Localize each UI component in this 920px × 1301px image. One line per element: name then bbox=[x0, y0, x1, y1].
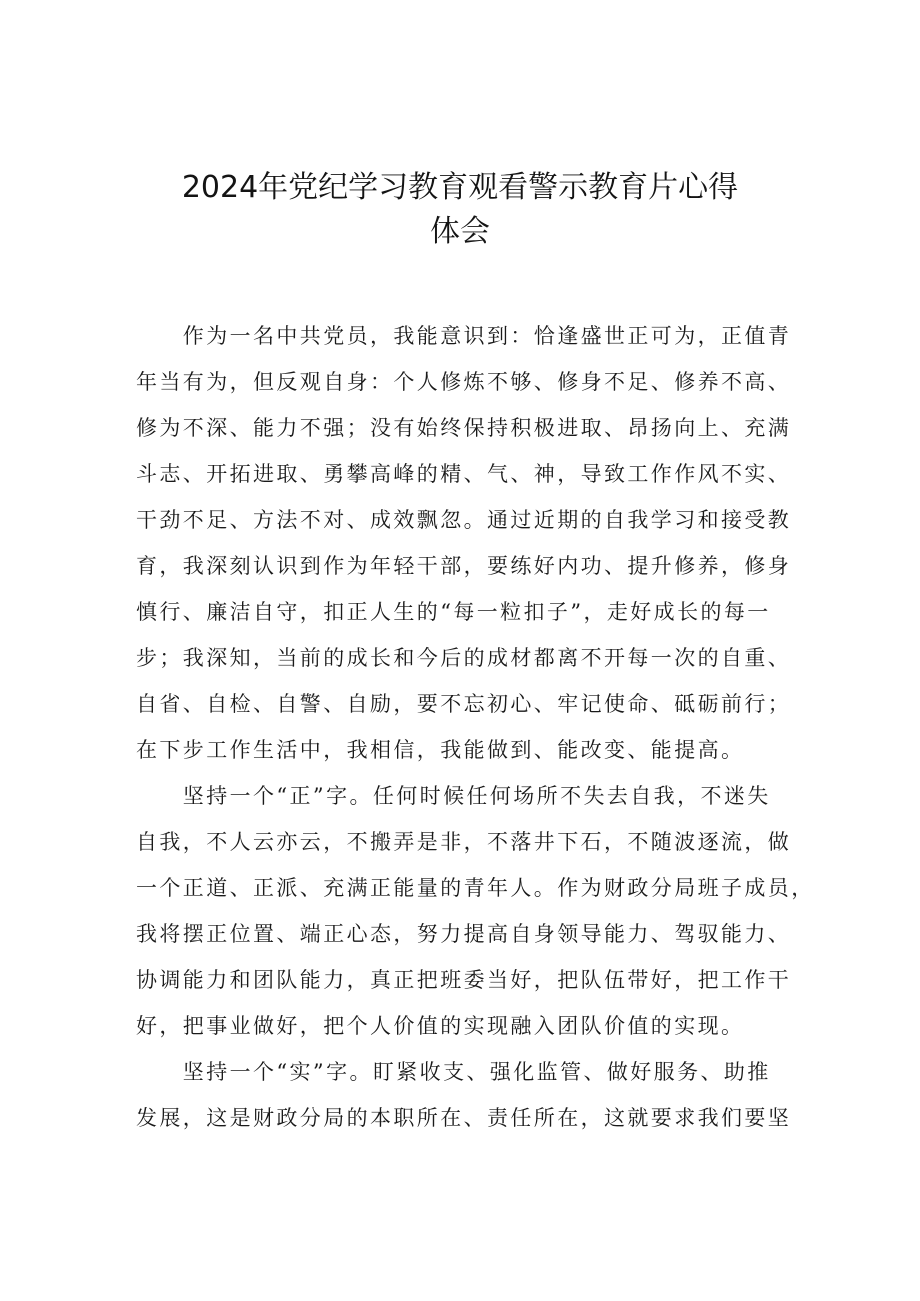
text-line: 发展，这是财政分局的本职所在、责任所在，这就要求我们要坚 bbox=[136, 1106, 792, 1130]
text-line: 步；我深知，当前的成长和今后的成材都离不开每一次的自重、 bbox=[136, 646, 792, 670]
text-line: 斗志、开拓进取、勇攀高峰的精、气、神，导致工作作风不实、 bbox=[136, 462, 792, 486]
text-line: 我将摆正位置、端正心态，努力提高自身领导能力、驾驭能力、 bbox=[136, 922, 792, 946]
title-line: 体会 bbox=[430, 214, 490, 249]
paragraph-2 bbox=[136, 773, 815, 1049]
text-line: 好，把事业做好，把个人价值的实现融入团队价值的实现。 bbox=[136, 1014, 745, 1038]
text-line: 慎行、廉洁自守，扣正人生的“每一粒扣子”，走好成长的每一 bbox=[136, 600, 771, 624]
text-line: 修为不深、能力不强；没有始终保持积极进取、昂扬向上、充满 bbox=[136, 416, 792, 440]
text-line: 自省、自检、自警、自励，要不忘初心、牢记使命、砥砺前行； bbox=[136, 692, 792, 716]
text-line: 干劲不足、方法不对、成效飘忽。通过近期的自我学习和接受教 bbox=[136, 508, 792, 532]
document-body bbox=[136, 313, 815, 1141]
text-line: 坚持一个“正”字。任何时候任何场所不失去自我，不迷失 bbox=[136, 784, 771, 808]
document-title bbox=[0, 166, 920, 254]
text-line: 一个正道、正派、充满正能量的青年人。作为财政分局班子成员， bbox=[136, 876, 815, 900]
text-line: 在下步工作生活中，我相信，我能做到、能改变、能提高。 bbox=[136, 738, 745, 762]
text-line: 育，我深刻认识到作为年轻干部，要练好内功、提升修养，修身 bbox=[136, 554, 792, 578]
text-line: 年当有为，但反观自身：个人修炼不够、修身不足、修养不高、 bbox=[136, 370, 792, 394]
paragraph-3 bbox=[136, 1049, 792, 1141]
text-line: 协调能力和团队能力，真正把班委当好，把队伍带好，把工作干 bbox=[136, 968, 792, 992]
text-line: 作为一名中共党员，我能意识到：恰逢盛世正可为，正值青 bbox=[136, 324, 792, 348]
text-line: 坚持一个“实”字。盯紧收支、强化监管、做好服务、助推 bbox=[136, 1060, 771, 1084]
paragraph-1 bbox=[136, 313, 792, 773]
title-line: 2024年党纪学习教育观看警示教育片心得 bbox=[181, 170, 739, 205]
text-line: 自我，不人云亦云，不搬弄是非，不落井下石，不随波逐流，做 bbox=[136, 830, 792, 854]
